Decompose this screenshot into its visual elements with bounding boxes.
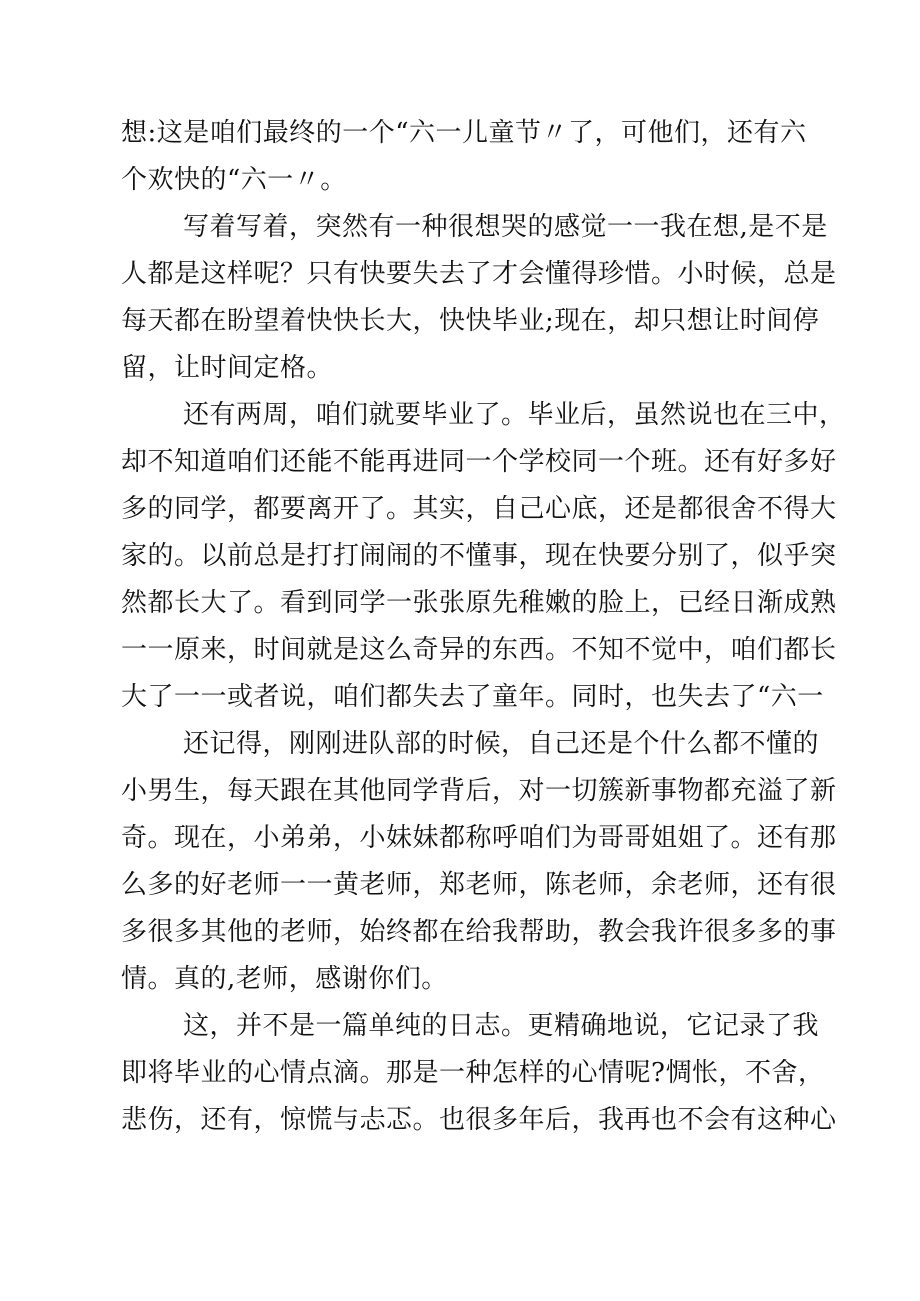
text-line: 然都长大了。看到同学一张张原先稚嫩的脸上，已经日渐成熟 xyxy=(121,588,837,618)
text-line: 即将毕业的心情点滴。那是一种怎样的心情呢?惆怅，不舍， xyxy=(121,1058,825,1088)
body-text xyxy=(121,110,846,1144)
text-line: 家的。以前总是打打闹闹的不懂事，现在快要分别了，似乎突 xyxy=(121,541,837,571)
text-line: 小男生，每天跟在其他同学背后，对一切簇新事物都充溢了新 xyxy=(121,776,837,806)
paragraph-start-line: 写着写着，突然有一种很想哭的感觉一一我在想,是不是 xyxy=(183,212,828,242)
text-line: 么多的好老师一一黄老师，郑老师，陈老师，余老师，还有很 xyxy=(121,870,837,900)
text-line: 一一原来，时间就是这么奇异的东西。不知不觉中，咱们都长 xyxy=(121,635,837,665)
paragraph-start-line: 还记得，刚刚进队部的时候，自己还是个什么都不懂的 xyxy=(183,729,820,759)
paragraph-start-line: 这，并不是一篇单纯的日志。更精确地说，它记录了我 xyxy=(183,1011,820,1041)
text-line: 人都是这样呢？只有快要失去了才会懂得珍惜。小时候，总是 xyxy=(121,259,837,289)
text-line: 情。真的,老师，感谢你们。 xyxy=(121,964,448,994)
text-line: 每天都在盼望着快快长大，快快毕业;现在，却只想让时间停 xyxy=(121,306,820,336)
text-line: 留，让时间定格。 xyxy=(121,353,334,383)
paragraph-start-line: 还有两周，咱们就要毕业了。毕业后，虽然说也在三中， xyxy=(183,400,846,430)
text-line: 想:这是咱们最终的一个“六一儿童节〃了，可他们，还有六 xyxy=(121,118,807,148)
text-line: 大了一一或者说，咱们都失去了童年。同时，也失去了“六一 xyxy=(121,682,824,712)
text-line: 奇。现在，小弟弟，小妹妹都称呼咱们为哥哥姐姐了。还有那 xyxy=(121,823,837,853)
text-line: 多的同学，都要离开了。其实，自己心底，还是都很舍不得大 xyxy=(121,494,837,524)
text-line: 多很多其他的老师，始终都在给我帮助，教会我许很多多的事 xyxy=(121,917,837,947)
text-line: 悲伤，还有，惊慌与忐忑。也很多年后，我再也不会有这种心 xyxy=(121,1105,837,1135)
text-line: 却不知道咱们还能不能再进同一个学校同一个班。还有好多好 xyxy=(121,447,837,477)
text-line: 个欢快的“六一〃。 xyxy=(121,165,347,195)
